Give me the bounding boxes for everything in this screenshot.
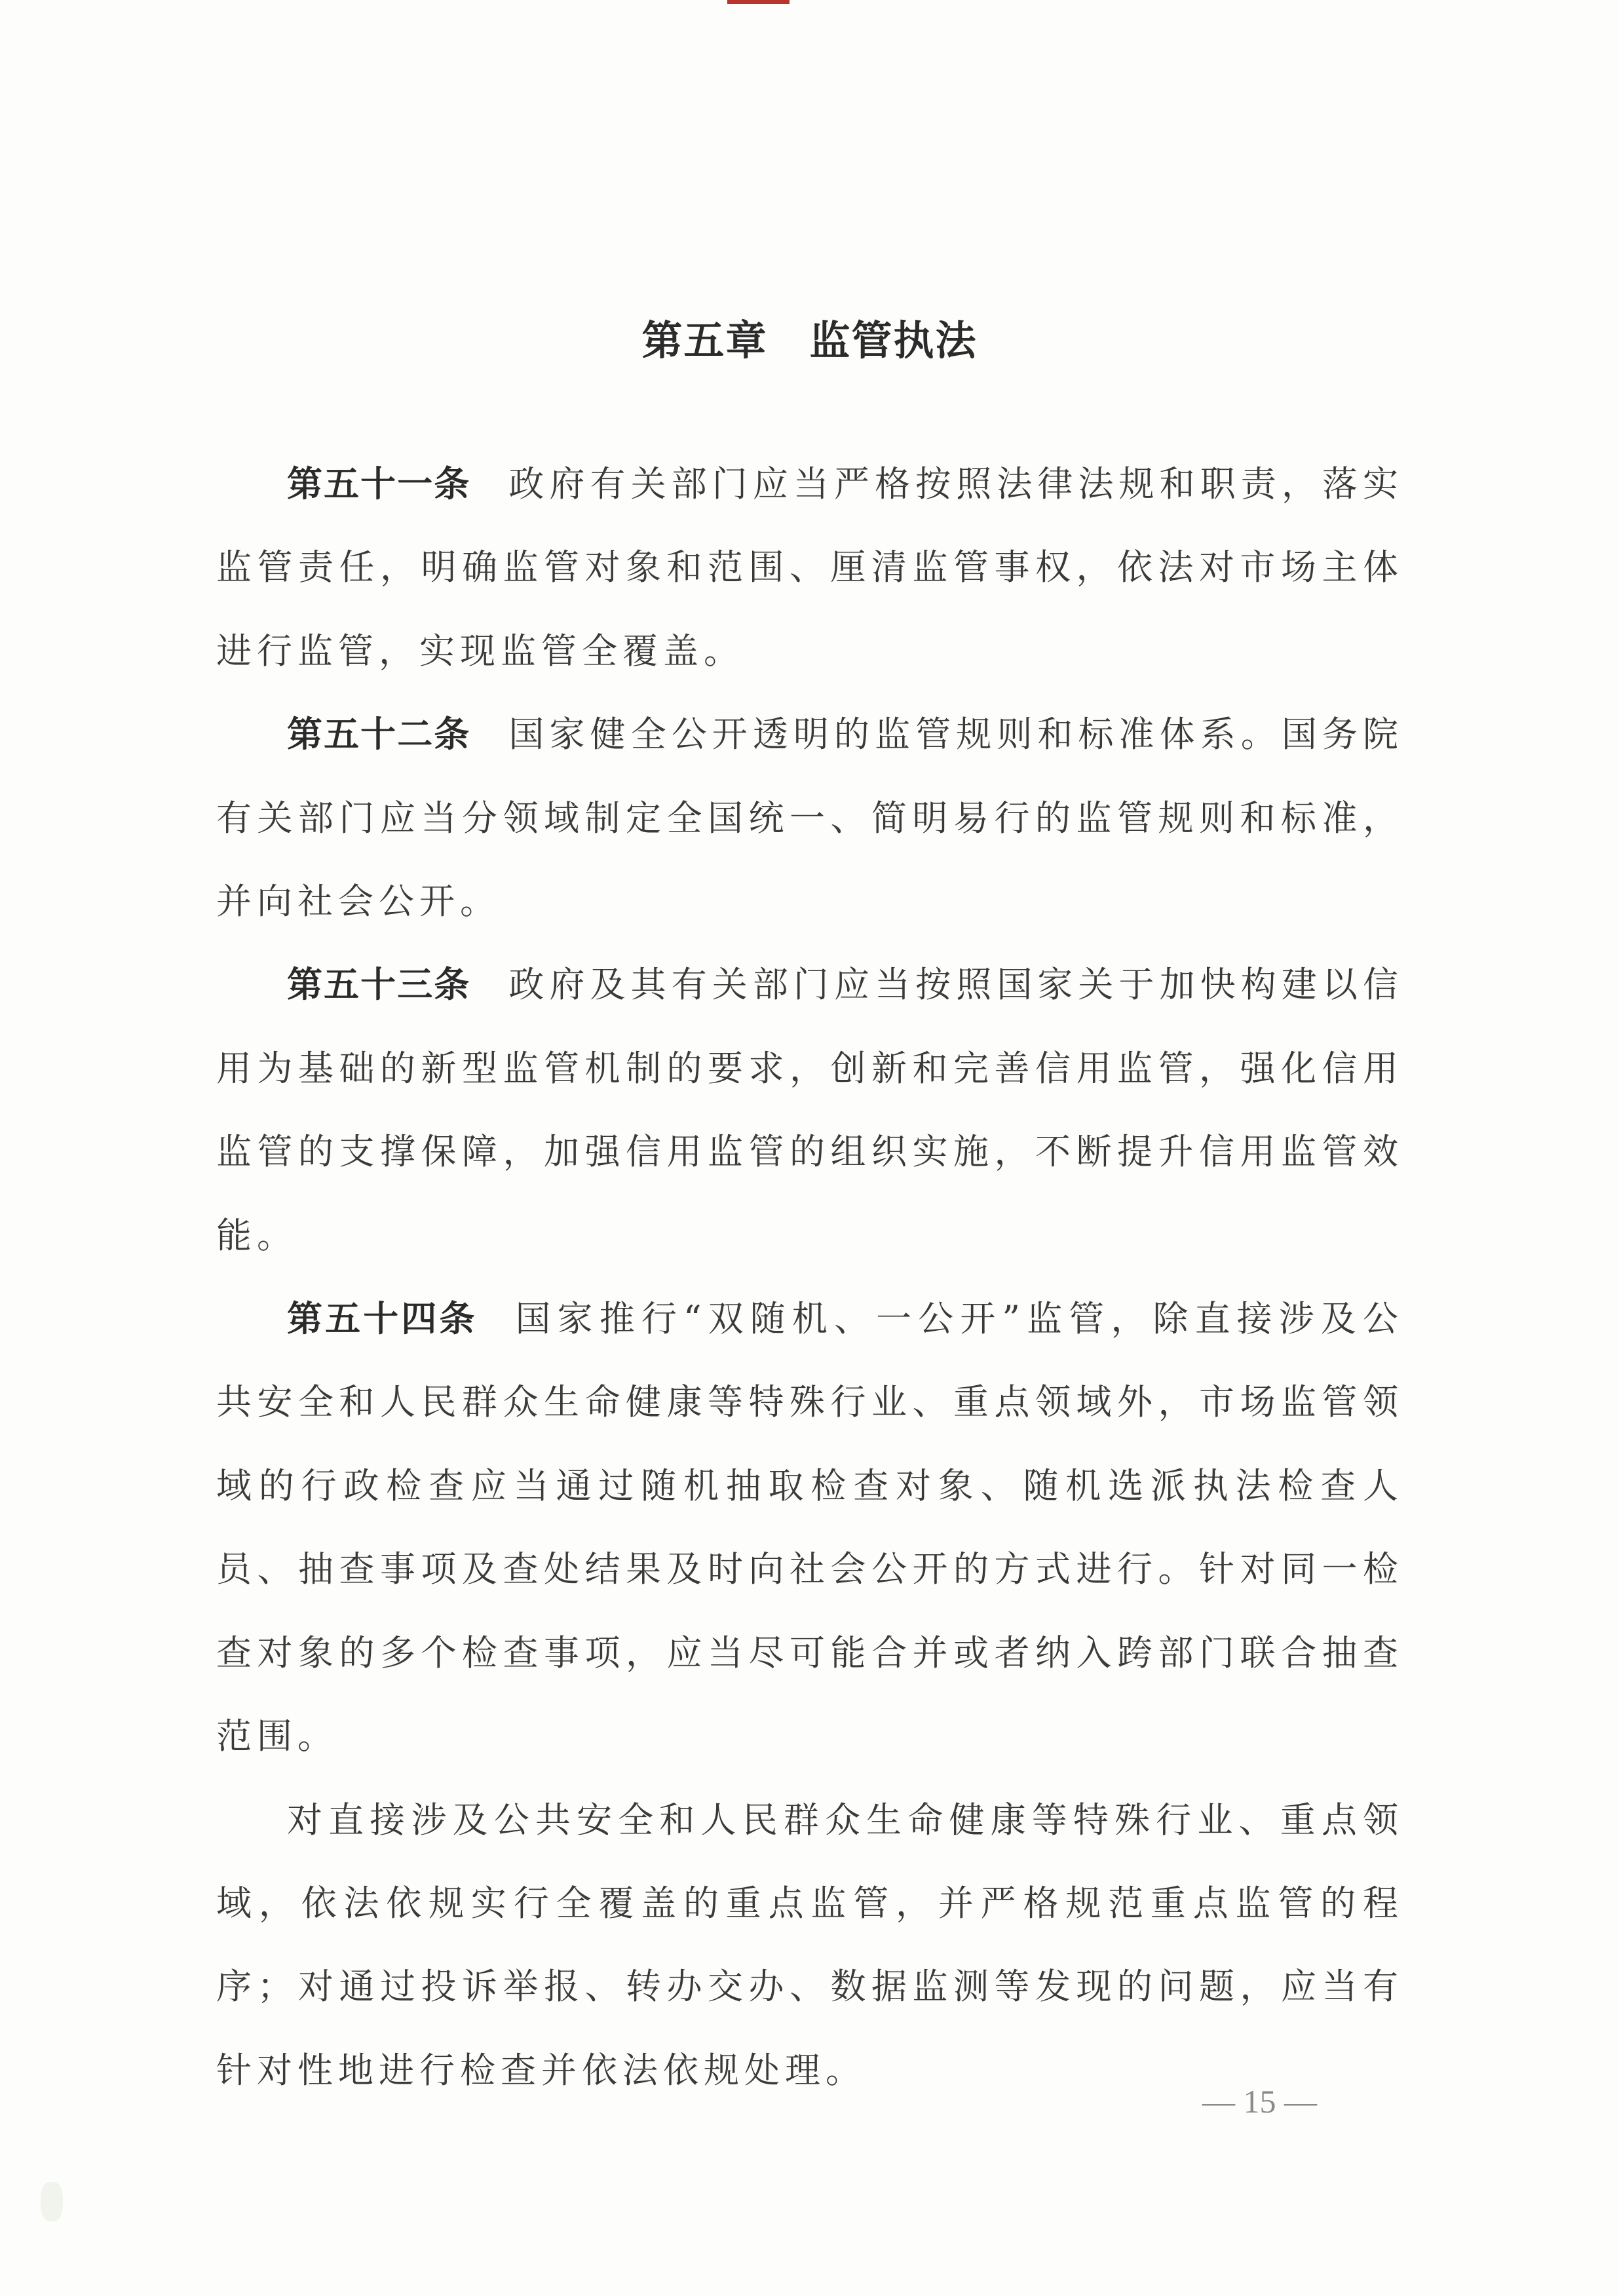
article-number: 第五十一条: [287, 463, 471, 505]
chapter-title: 第五章 监管执法: [641, 316, 978, 364]
article-number: 第五十二条: [287, 713, 471, 756]
body-text: [216, 442, 1403, 2112]
article-53: [216, 943, 1403, 1277]
article-54-paragraph-2: 对直接涉及公共安全和人民群众生命健康等特殊行业、重点领域，依法依规实行全覆盖的重点监管，并严格规范重点监管的程序；对通过投诉举报、转办交办、数据监测等发现的问题，应当有针对性地进行检查并依法依规处理。: [216, 1799, 1403, 2091]
article-54: [216, 1277, 1403, 1778]
article-text: 国家推行“双随机、一公开”监管，除直接涉及公共安全和人民群众生命健康等特殊行业、重点领域外，市场监管领域的行政检查应当通过随机抽取检查对象、随机选派执法检查人员、抽查事项及查处结果及时向社会公开的方式进行。针对同一检查对象的多个检查事项，应当尽可能合并或者纳入跨部门联合抽查范围。: [216, 1298, 1404, 1757]
page-number: — 15 —: [1202, 2083, 1317, 2120]
article-51: [216, 442, 1403, 693]
paper-stain: [41, 2182, 63, 2221]
top-binding-mark: [727, 0, 790, 4]
article-number: 第五十四条: [287, 1297, 478, 1340]
article-52: [216, 693, 1403, 943]
article-text: 政府及其有关部门应当按照国家关于加快构建以信用为基础的新型监管机制的要求，创新和完善信用监管，强化信用监管的支撑保障，加强信用监管的组织实施，不断提升信用监管效能。: [216, 964, 1404, 1256]
article-text: 政府有关部门应当严格按照法律法规和职责，落实监管责任，明确监管对象和范围、厘清监管事权，依法对市场主体进行监管，实现监管全覆盖。: [216, 463, 1404, 672]
article-number: 第五十三条: [287, 963, 471, 1006]
article-text: 国家健全公开透明的监管规则和标准体系。国务院有关部门应当分领域制定全国统一、简明易行的监管规则和标准，并向社会公开。: [216, 714, 1404, 923]
